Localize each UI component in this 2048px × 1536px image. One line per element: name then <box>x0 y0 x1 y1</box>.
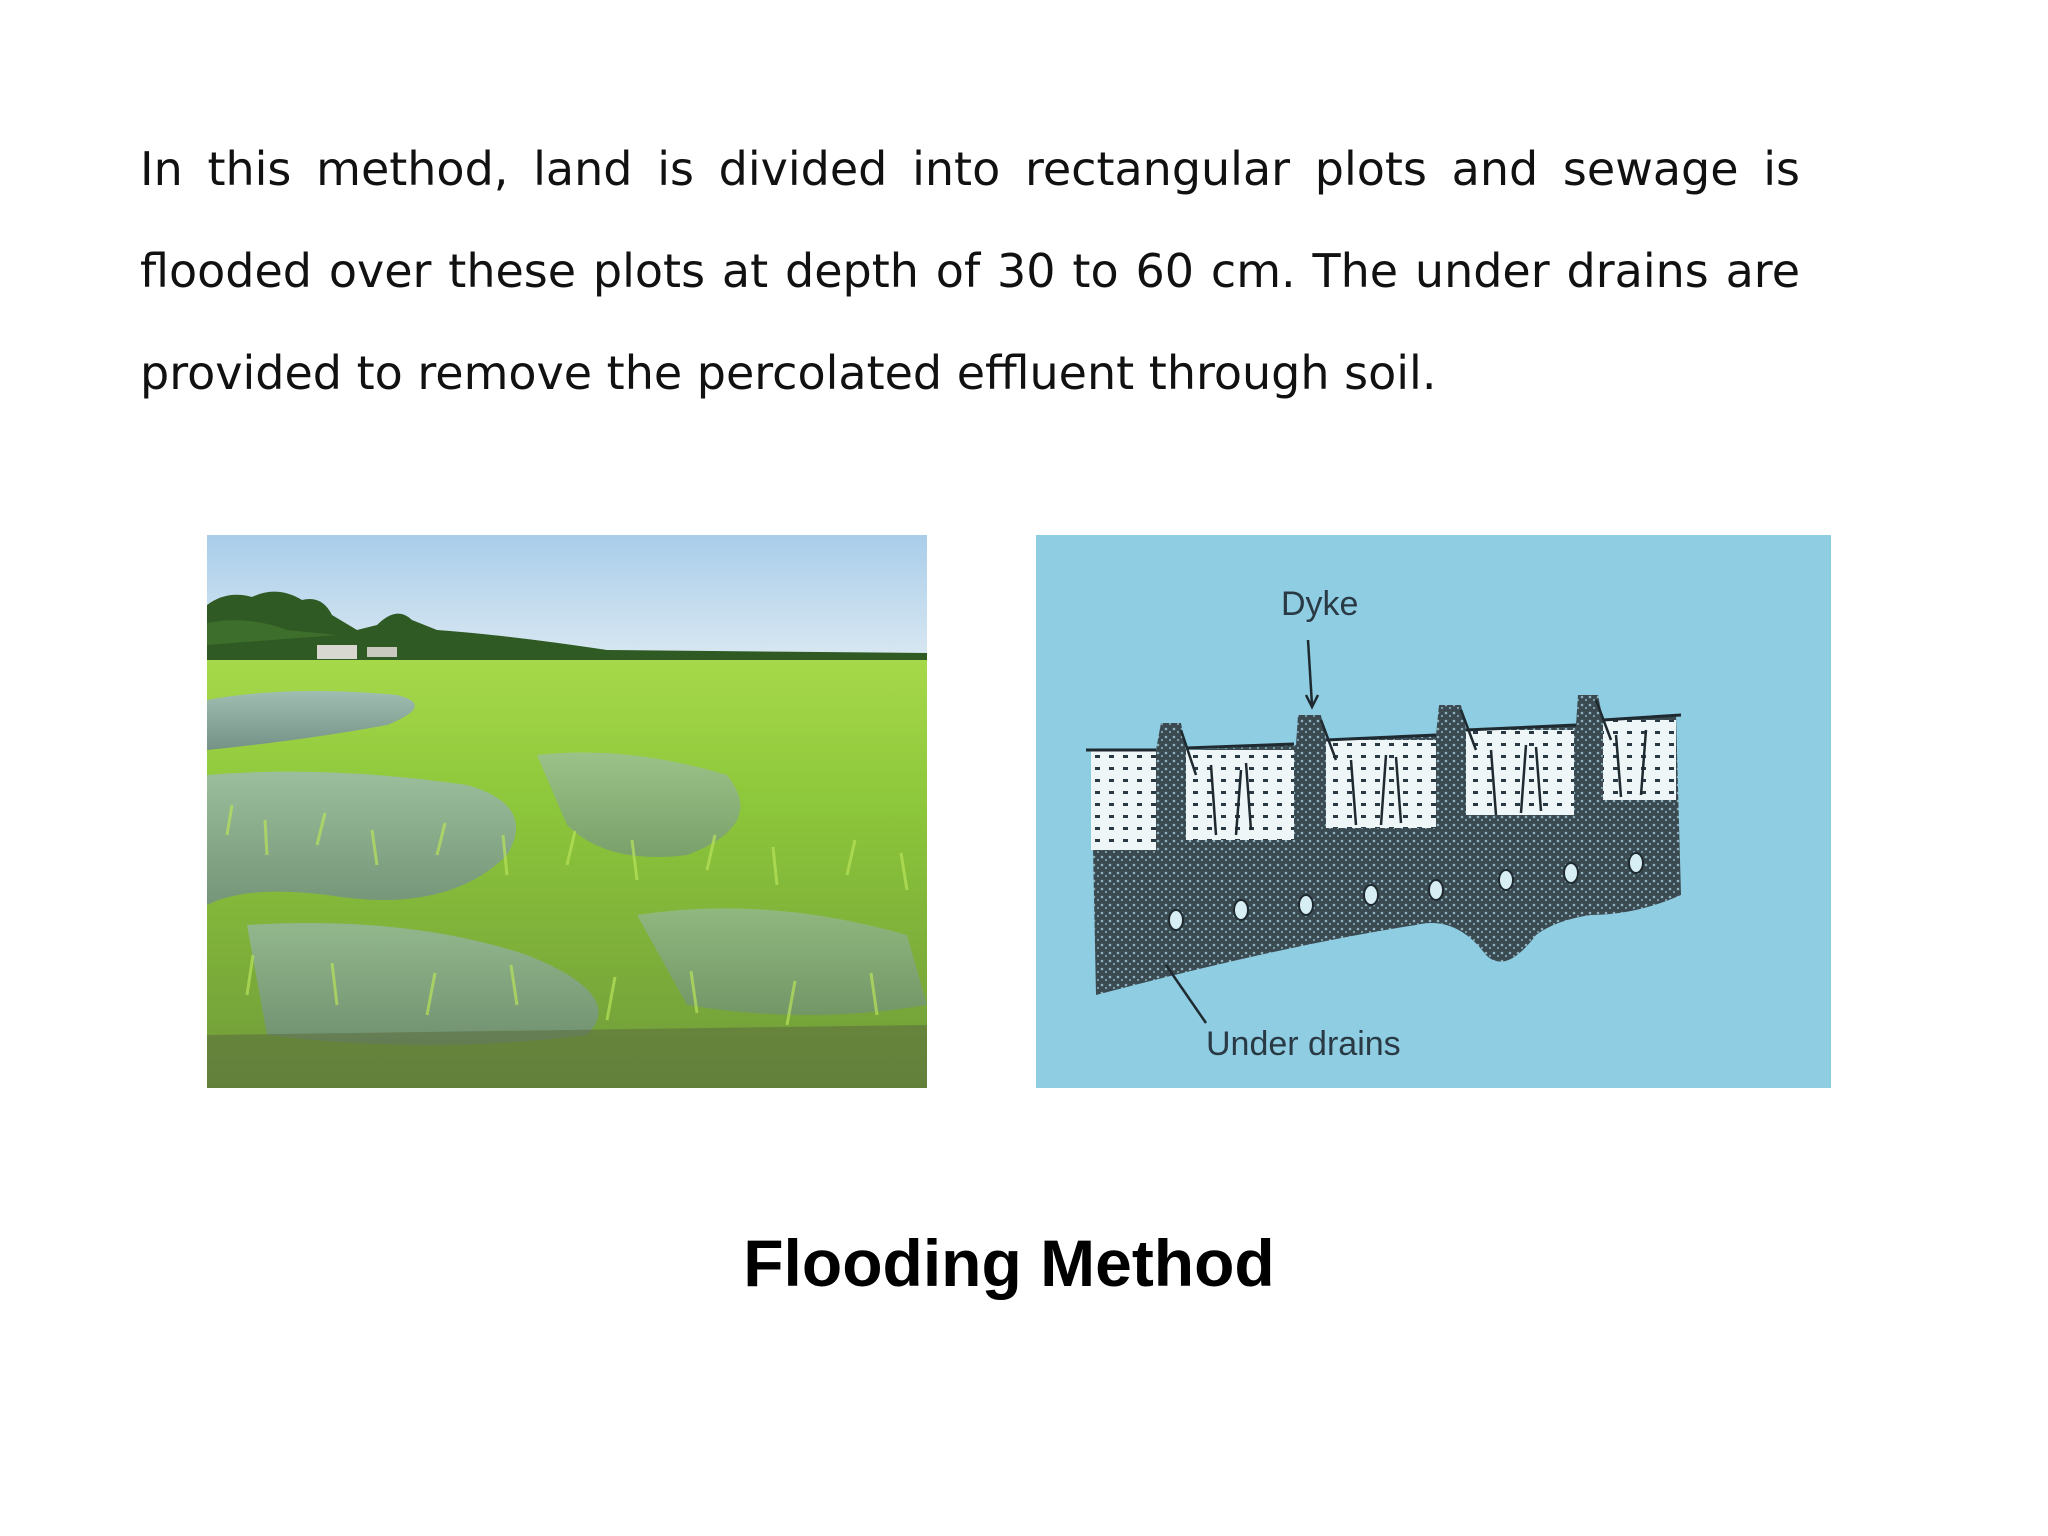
flooded-field-photo <box>207 535 927 1088</box>
under-drains-label: Under drains <box>1206 1025 1401 1063</box>
dyke-label: Dyke <box>1281 585 1359 623</box>
flooded-field-illustration <box>207 535 927 1088</box>
flooding-cross-section-diagram <box>1036 535 1831 1088</box>
cross-section-illustration <box>1036 535 1831 1088</box>
slide-caption: Flooding Method <box>743 1226 1275 1300</box>
body-paragraph: In this method, land is divided into rectangular plots and sewage is flooded over these plots at depth of 30 to 60 cm. The under drains are provided to remove the percolated effluent through soil. <box>140 142 1800 400</box>
